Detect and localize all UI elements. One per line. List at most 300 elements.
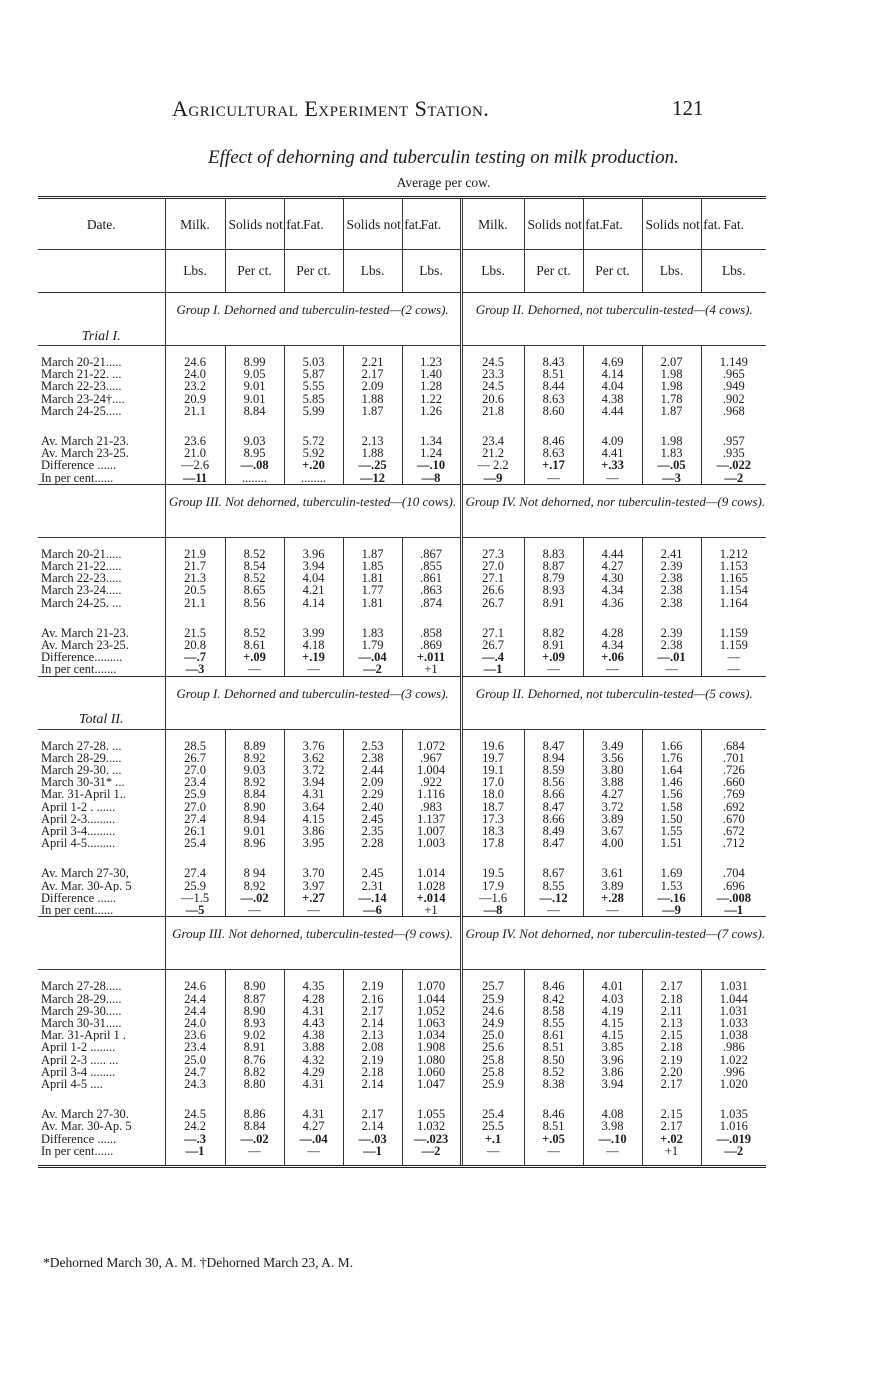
table-cell: 2.18 (343, 1066, 402, 1078)
table-cell: +.1 (461, 1133, 524, 1145)
row-date-label: Av. March 27-30. (41, 1107, 129, 1121)
table-cell: 1.908 (402, 1041, 461, 1053)
table-cell: —.25 (343, 459, 402, 471)
table-cell: 2.38 (642, 597, 701, 617)
table-cell: —8 (402, 472, 461, 485)
milk-production-table (38, 196, 766, 1168)
column-unit: Lbs. (165, 250, 225, 293)
table-cell: 27.4 (165, 813, 225, 825)
table-cell: 2.13 (343, 425, 402, 447)
table-cell: 1.85 (343, 560, 402, 572)
table-cell: 27.0 (165, 764, 225, 776)
footnote: *Dehorned March 30, A. M. †Dehorned March 23, A. M. (43, 1255, 354, 1270)
table-cell: 26.7 (165, 752, 225, 764)
table-cell: 8.84 (225, 405, 284, 425)
table-cell: 1.035 (701, 1098, 766, 1120)
table-cell: 8.90 (225, 970, 284, 993)
table-cell: 2.14 (343, 1017, 402, 1029)
table-cell: 8.54 (225, 560, 284, 572)
table-cell: 2.44 (343, 764, 402, 776)
table-cell: 2.53 (343, 729, 402, 752)
right-group-title: Group II. Dehorned, not tuberculin-tested—(4 cows). (461, 293, 766, 346)
summary-row (38, 892, 766, 904)
table-cell: 26.7 (461, 639, 524, 651)
table-cell: 2.08 (343, 1041, 402, 1053)
table-cell: 2.19 (343, 970, 402, 993)
table-cell: 1.032 (402, 1120, 461, 1132)
column-header: Solids not fat. (642, 198, 701, 250)
table-cell: .967 (402, 752, 461, 764)
table-cell: 19.6 (461, 729, 524, 752)
table-cell: 8.83 (524, 537, 583, 560)
table-cell: 1.164 (701, 597, 766, 617)
table-cell: —1 (461, 663, 524, 676)
row-date-label: March 27-28. ... (38, 729, 165, 752)
table-cell: 23.4 (461, 425, 524, 447)
table-cell: 9.01 (225, 393, 284, 405)
row-date-label: Av. March 27-30, (41, 866, 129, 880)
table-cell: +.27 (284, 892, 343, 904)
table-cell: 2.07 (642, 346, 701, 369)
table-cell: 27.4 (165, 857, 225, 879)
right-group-title: Group IV. Not dehorned, nor tuberculin-tested—(7 cows). (461, 917, 766, 970)
table-cell: 27.1 (461, 572, 524, 584)
daily-data-row (38, 560, 766, 572)
table-cell: ........ (284, 472, 343, 485)
table-cell: 1.080 (402, 1054, 461, 1066)
table-cell: —.023 (402, 1133, 461, 1145)
summary-row (38, 663, 766, 676)
column-unit: Lbs. (701, 250, 766, 293)
table-cell: 8.86 (225, 1098, 284, 1120)
table-cell: 2.41 (642, 537, 701, 560)
table-cell: 8.51 (524, 1120, 583, 1132)
column-unit: Per ct. (583, 250, 642, 293)
table-cell: 19.7 (461, 752, 524, 764)
table-cell: 1.165 (701, 572, 766, 584)
table-cell: 2.20 (642, 1066, 701, 1078)
milk-production-table-container (38, 196, 766, 1168)
table-cell: — (524, 663, 583, 676)
table-cell: 8.51 (524, 368, 583, 380)
table-cell: 8.89 (225, 729, 284, 752)
table-cell: 1.044 (701, 993, 766, 1005)
table-cell: 27.0 (165, 801, 225, 813)
column-unit: Per ct. (225, 250, 284, 293)
section-label (38, 484, 165, 537)
summary-row (38, 904, 766, 917)
column-unit: Per ct. (284, 250, 343, 293)
column-header: Fat. (701, 198, 766, 250)
summary-row (38, 425, 766, 447)
table-cell: 25.0 (165, 1054, 225, 1066)
row-date-label: April 2-3......... (41, 812, 116, 826)
table-cell: —2 (701, 1145, 766, 1167)
table-cell: 24.5 (165, 1098, 225, 1120)
table-cell: 1.116 (402, 788, 461, 800)
table-cell: .869 (402, 639, 461, 651)
table-cell: 8.84 (225, 1120, 284, 1132)
table-cell: 4.43 (284, 1017, 343, 1029)
table-cell: 3.85 (583, 1041, 642, 1053)
table-cell: 3.72 (284, 764, 343, 776)
table-cell: — (701, 663, 766, 676)
table-cell: 25.0 (461, 1029, 524, 1041)
table-cell: +.09 (225, 651, 284, 663)
table-cell: 4.27 (284, 1120, 343, 1132)
table-cell: 2.38 (642, 572, 701, 584)
table-cell: 2.17 (343, 1005, 402, 1017)
table-cell: 8.58 (524, 1005, 583, 1017)
table-cell: 23.3 (461, 368, 524, 380)
table-cell: —.008 (701, 892, 766, 904)
table-cell: 8.47 (524, 837, 583, 857)
table-cell: 8.76 (225, 1054, 284, 1066)
table-cell: — (583, 904, 642, 917)
table-cell: 8.47 (524, 801, 583, 813)
table-cell: 20.9 (165, 393, 225, 405)
row-date-label: March 30-31* ... (41, 776, 125, 789)
table-cell: .726 (701, 764, 766, 776)
table-cell: 1.51 (642, 837, 701, 857)
table-cell: —.08 (225, 459, 284, 471)
row-date-label: Av. March 21-23. (41, 434, 129, 448)
row-date-label: April 3-4 ........ (41, 1065, 116, 1078)
table-cell: —.7 (165, 651, 225, 663)
right-group-title: Group IV. Not dehorned, nor tuberculin-tested—(9 cows). (461, 484, 766, 537)
table-cell: 1.87 (343, 405, 402, 425)
table-cell: 1.137 (402, 813, 461, 825)
table-cell: 3.96 (583, 1054, 642, 1066)
table-cell: 3.67 (583, 825, 642, 837)
table-cell: 1.159 (701, 617, 766, 639)
table-cell: .704 (701, 857, 766, 879)
table-cell: 8.55 (524, 1017, 583, 1029)
table-cell: +.05 (524, 1133, 583, 1145)
table-cell: 2.09 (343, 776, 402, 788)
page-number: 121 (672, 96, 704, 120)
column-header-date: Date. (38, 198, 165, 250)
daily-data-row (38, 801, 766, 813)
row-date-label: April 2-3 ..... ... (41, 1053, 119, 1066)
group-title-row (38, 917, 766, 970)
row-date-label: March 20-21..... (38, 346, 165, 369)
column-header: Fat. (402, 198, 461, 250)
table-cell: —.01 (642, 651, 701, 663)
table-cell: 9.03 (225, 764, 284, 776)
row-date-label: Mar. 31-April 1 . (41, 1029, 127, 1042)
table-cell: 8.66 (524, 813, 583, 825)
table-cell: 2.13 (642, 1017, 701, 1029)
row-date-label: March 29-30..... (41, 1004, 122, 1017)
table-cell: 8.82 (225, 1066, 284, 1078)
daily-data-row (38, 776, 766, 788)
row-date-label: March 29-30. ... (41, 764, 122, 777)
daily-data-row (38, 1054, 766, 1066)
left-group-title: Group III. Not dehorned, tuberculin-tested—(9 cows). (165, 917, 461, 970)
table-cell: 23.4 (165, 776, 225, 788)
table-cell: 4.31 (284, 1098, 343, 1120)
table-cell: 2.17 (642, 970, 701, 993)
table-cell: 4.19 (583, 1005, 642, 1017)
right-group-title: Group II. Dehorned, not tuberculin-tested—(5 cows). (461, 676, 766, 729)
table-cell: 19.1 (461, 764, 524, 776)
column-header: Fat. (284, 198, 343, 250)
table-cell: 8.91 (524, 639, 583, 651)
daily-data-row (38, 993, 766, 1005)
table-cell: 24.4 (165, 1005, 225, 1017)
summary-row (38, 1133, 766, 1145)
table-cell: 4.00 (583, 837, 642, 857)
table-cell: 1.98 (642, 368, 701, 380)
table-cell: 21.1 (165, 597, 225, 617)
table-cell: 2.09 (343, 380, 402, 392)
row-date-label: In per cent....... (41, 663, 117, 677)
table-cell: 4.38 (284, 1029, 343, 1041)
table-cell: 3.89 (583, 880, 642, 892)
table-cell: 25.6 (461, 1041, 524, 1053)
table-cell: 8.95 (225, 447, 284, 459)
row-date-label: March 23-24..... (41, 584, 122, 597)
table-cell: 8.52 (524, 1066, 583, 1078)
table-cell: 4.31 (284, 1078, 343, 1098)
table-cell: 1.56 (642, 788, 701, 800)
table-cell: +.02 (642, 1133, 701, 1145)
row-date-label: March 21-22..... (41, 560, 122, 573)
row-date-label: Difference ...... (41, 459, 117, 472)
table-cell: —1.5 (165, 892, 225, 904)
table-cell: 2.17 (343, 1098, 402, 1120)
table-cell: 1.003 (402, 837, 461, 857)
table-cell: —9 (642, 904, 701, 917)
table-cell: 2.28 (343, 837, 402, 857)
table-cell: 1.79 (343, 639, 402, 651)
table-cell: 8.43 (524, 346, 583, 369)
table-cell: 9.02 (225, 1029, 284, 1041)
table-cell: .672 (701, 825, 766, 837)
column-header: Solids not fat. (524, 198, 583, 250)
table-cell: 21.9 (165, 537, 225, 560)
table-cell: 25.9 (461, 1078, 524, 1098)
table-cell: 1.50 (642, 813, 701, 825)
table-cell: —.019 (701, 1133, 766, 1145)
row-date-label: March 22-23..... (41, 572, 122, 585)
table-cell: —1 (165, 1145, 225, 1167)
table-cell: 24.3 (165, 1078, 225, 1098)
table-cell: —2 (402, 1145, 461, 1167)
table-cell: — (225, 1145, 284, 1167)
table-cell: 4.03 (583, 993, 642, 1005)
table-cell: +.014 (402, 892, 461, 904)
table-cell: 8.38 (524, 1078, 583, 1098)
table-cell: 8.63 (524, 393, 583, 405)
table-cell: — (524, 472, 583, 485)
table-cell: —.10 (402, 459, 461, 471)
table-cell: +.33 (583, 459, 642, 471)
row-date-label: March 22-23..... (41, 380, 122, 393)
table-cell: 21.3 (165, 572, 225, 584)
daily-data-row (38, 764, 766, 776)
column-unit: Lbs. (343, 250, 402, 293)
table-cell: 2.18 (642, 1041, 701, 1053)
table-cell: 3.86 (583, 1066, 642, 1078)
row-date-label: March 23-24†.... (41, 392, 125, 405)
table-subcaption: Average per cow. (396, 175, 491, 190)
table-cell: 4.15 (583, 1029, 642, 1041)
table-cell: — (225, 663, 284, 676)
group-title-row (38, 293, 766, 346)
table-cell: 3.62 (284, 752, 343, 764)
table-cell: 4.35 (284, 970, 343, 993)
table-cell: .660 (701, 776, 766, 788)
summary-row (38, 651, 766, 663)
table-cell: 8.80 (225, 1078, 284, 1098)
table-cell: —3 (642, 472, 701, 485)
table-cell: 23.2 (165, 380, 225, 392)
section-label: Total II. (38, 676, 165, 729)
table-cell: — (583, 1145, 642, 1167)
table-cell: +.20 (284, 459, 343, 471)
daily-data-row (38, 393, 766, 405)
table-cell: 8.96 (225, 837, 284, 857)
table-cell: 17.3 (461, 813, 524, 825)
table-cell: 4.14 (284, 597, 343, 617)
table-cell: .858 (402, 617, 461, 639)
table-cell: —.04 (343, 651, 402, 663)
daily-data-row (38, 1005, 766, 1017)
table-cell: 4.69 (583, 346, 642, 369)
units-row (38, 250, 766, 293)
table-cell: 1.070 (402, 970, 461, 993)
row-date-label: Av. March 23-25. (41, 447, 129, 460)
table-cell: +.28 (583, 892, 642, 904)
table-cell: 25.9 (165, 880, 225, 892)
daily-data-row (38, 1029, 766, 1041)
summary-row (38, 857, 766, 879)
table-cell: 5.03 (284, 346, 343, 369)
table-cell: 3.76 (284, 729, 343, 752)
table-cell: .769 (701, 788, 766, 800)
row-date-label: In per cent...... (41, 471, 114, 485)
table-cell: 2.15 (642, 1098, 701, 1120)
table-cell: 9.01 (225, 380, 284, 392)
table-cell: 8.46 (524, 425, 583, 447)
row-date-label: Difference......... (41, 651, 123, 664)
table-cell: 8.91 (225, 1041, 284, 1053)
table-cell: — (284, 904, 343, 917)
row-date-label: March 21-22. ... (41, 368, 122, 381)
table-cell: 4.01 (583, 970, 642, 993)
table-cell: 4.29 (284, 1066, 343, 1078)
table-cell: — (642, 663, 701, 676)
daily-data-row (38, 1041, 766, 1053)
table-cell: +.17 (524, 459, 583, 471)
column-header: Milk. (165, 198, 225, 250)
table-cell: 25.9 (165, 788, 225, 800)
table-cell: 8.93 (524, 584, 583, 596)
section-label (38, 917, 165, 970)
table-cell: 25.8 (461, 1066, 524, 1078)
table-cell: 3.98 (583, 1120, 642, 1132)
table-cell: 2.17 (642, 1078, 701, 1098)
daily-data-row (38, 368, 766, 380)
table-cell: 5.99 (284, 405, 343, 425)
table-cell: 1.76 (642, 752, 701, 764)
table-cell: .983 (402, 801, 461, 813)
table-cell: +1 (402, 663, 461, 676)
table-cell: 4.21 (284, 584, 343, 596)
table-cell: .684 (701, 729, 766, 752)
daily-data-row (38, 1066, 766, 1078)
table-cell: 1.033 (701, 1017, 766, 1029)
table-cell: 2.45 (343, 813, 402, 825)
row-date-label: Mar. 31-April 1.. (41, 788, 127, 801)
table-cell: 24.0 (165, 1017, 225, 1029)
row-date-label: March 27-28..... (38, 970, 165, 993)
table-cell: 23.6 (165, 1029, 225, 1041)
table-cell: +1 (642, 1145, 701, 1167)
summary-row (38, 1145, 766, 1167)
table-cell: 5.92 (284, 447, 343, 459)
table-cell: 8.92 (225, 880, 284, 892)
table-cell: 3.88 (583, 776, 642, 788)
table-cell: 25.8 (461, 1054, 524, 1066)
table-cell: 1.26 (402, 405, 461, 425)
row-date-label: In per cent...... (41, 904, 114, 917)
table-cell: —.04 (284, 1133, 343, 1145)
table-cell: 1.87 (642, 405, 701, 425)
table-cell: 1.159 (701, 639, 766, 651)
table-cell: .712 (701, 837, 766, 857)
table-cell: 2.14 (343, 1078, 402, 1098)
table-cell: 1.044 (402, 993, 461, 1005)
table-cell: 1.87 (343, 537, 402, 560)
table-cell: 18.0 (461, 788, 524, 800)
table-cell: 1.28 (402, 380, 461, 392)
table-cell: —.03 (343, 1133, 402, 1145)
table-cell: ........ (225, 472, 284, 485)
table-cell: 4.27 (583, 788, 642, 800)
column-unit: Lbs. (642, 250, 701, 293)
table-cell: 2.11 (642, 1005, 701, 1017)
table-cell: 23.4 (165, 1041, 225, 1053)
table-cell: 2.38 (642, 584, 701, 596)
table-cell: .935 (701, 447, 766, 459)
table-cell: 2.31 (343, 880, 402, 892)
table-cell: 1.212 (701, 537, 766, 560)
table-cell: 21.2 (461, 447, 524, 459)
summary-row (38, 472, 766, 485)
table-cell: 23.6 (165, 425, 225, 447)
table-cell: 1.81 (343, 572, 402, 584)
table-cell: 21.7 (165, 560, 225, 572)
table-cell: 2.38 (642, 639, 701, 651)
table-cell: 3.94 (284, 560, 343, 572)
table-cell: .861 (402, 572, 461, 584)
table-cell: 8.55 (524, 880, 583, 892)
table-cell: 18.3 (461, 825, 524, 837)
daily-data-row (38, 729, 766, 752)
table-cell: 8.52 (225, 537, 284, 560)
row-date-label: In per cent...... (38, 1145, 165, 1167)
table-cell: 27.1 (461, 617, 524, 639)
table-cell: 2.19 (343, 1054, 402, 1066)
table-cell: 17.0 (461, 776, 524, 788)
table-cell: +.011 (402, 651, 461, 663)
table-cell: 4.28 (284, 993, 343, 1005)
table-cell: 26.7 (461, 597, 524, 617)
table-cell: 4.30 (583, 572, 642, 584)
